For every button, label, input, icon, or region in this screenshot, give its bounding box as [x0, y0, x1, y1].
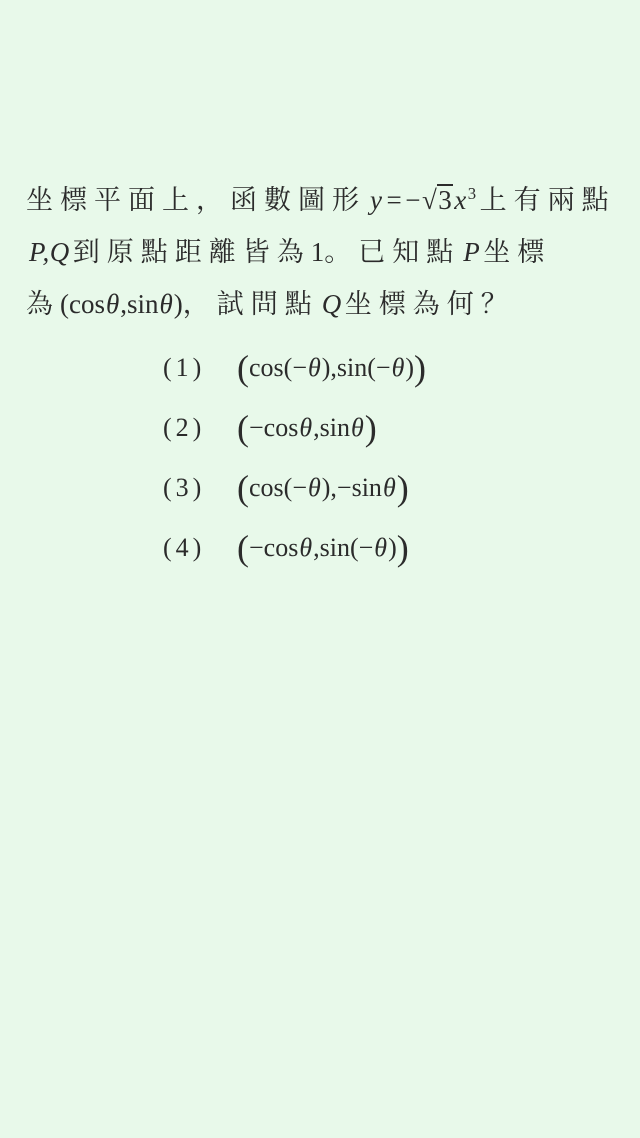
var-y: y: [370, 185, 383, 215]
expr-segment: cos(−: [249, 353, 307, 382]
var-x: x: [454, 185, 467, 215]
open-paren: (: [237, 528, 249, 568]
theta: θ: [307, 473, 321, 502]
option-2-expression: [237, 410, 377, 446]
point-q: Q: [321, 289, 342, 319]
point-p: P: [463, 237, 481, 267]
expr-segment: ,sin: [313, 413, 350, 442]
question-line-3-cjk-2: ，試問點: [182, 289, 319, 319]
option-4[interactable]: [163, 518, 426, 578]
question-text: [26, 174, 626, 330]
option-3-expression: [237, 470, 409, 506]
theta: θ: [299, 413, 313, 442]
p-coords-close: ): [173, 289, 183, 319]
radicand: 3: [438, 185, 453, 215]
question-line-1: [26, 174, 626, 226]
option-4-expression: [237, 530, 409, 566]
open-paren: (: [237, 348, 249, 388]
expr-segment: ,sin(−: [313, 533, 374, 562]
exponent: 3: [467, 184, 477, 203]
minus-sign: −: [405, 185, 421, 215]
answer-options: [163, 338, 426, 578]
expr-segment: −cos: [249, 413, 299, 442]
option-2-label: (2): [163, 413, 206, 442]
equals-sign: =: [386, 185, 403, 215]
theta-1: θ: [105, 289, 120, 319]
theta: θ: [382, 473, 396, 502]
open-paren: (: [237, 408, 249, 448]
p-coords-open: (cos: [60, 289, 105, 319]
option-4-label: (4): [163, 533, 206, 562]
question-line-2-cjk-3: 坐標: [483, 237, 552, 267]
radical-sign: √: [421, 185, 438, 215]
expr-segment: ),−sin: [321, 473, 382, 502]
theta: θ: [307, 353, 321, 382]
expr-segment: ),sin(−: [321, 353, 391, 382]
option-1-expression: [237, 350, 426, 386]
theta-2: θ: [159, 289, 173, 319]
option-3[interactable]: [163, 458, 426, 518]
p-coords-mid: ,sin: [120, 289, 159, 319]
question-line-3-cjk-3: 坐標為何？: [344, 289, 515, 319]
option-2[interactable]: [163, 398, 426, 458]
distance-value: 1: [310, 237, 325, 267]
question-line-1-cjk-lead: 坐標平面上，函數圖形: [26, 185, 366, 215]
expr-segment: ): [405, 353, 415, 382]
theta: θ: [350, 413, 364, 442]
close-paren: ): [396, 528, 409, 568]
option-3-label: (3): [163, 473, 206, 502]
question-line-3: [26, 278, 626, 330]
expr-segment: ): [388, 533, 397, 562]
question-line-3-cjk-1: 為: [26, 289, 60, 319]
formula-y: [366, 185, 480, 215]
theta: θ: [391, 353, 405, 382]
theta: θ: [299, 533, 313, 562]
option-1[interactable]: [163, 338, 426, 398]
option-1-label: (1): [163, 353, 206, 382]
points-pq: P,Q: [29, 237, 70, 267]
question-line-2-cjk-2: 。已知點: [324, 237, 461, 267]
question-line-2-cjk-1: 到原點距離皆為: [72, 237, 311, 267]
theta: θ: [374, 533, 388, 562]
expr-segment: −cos: [249, 533, 299, 562]
close-paren: ): [414, 348, 427, 388]
question-line-2: [26, 226, 626, 278]
open-paren: (: [237, 468, 249, 508]
close-paren: ): [396, 468, 409, 508]
question-line-1-cjk-tail: 上有兩點: [479, 185, 616, 215]
expr-segment: cos(−: [249, 473, 307, 502]
close-paren: ): [364, 408, 377, 448]
